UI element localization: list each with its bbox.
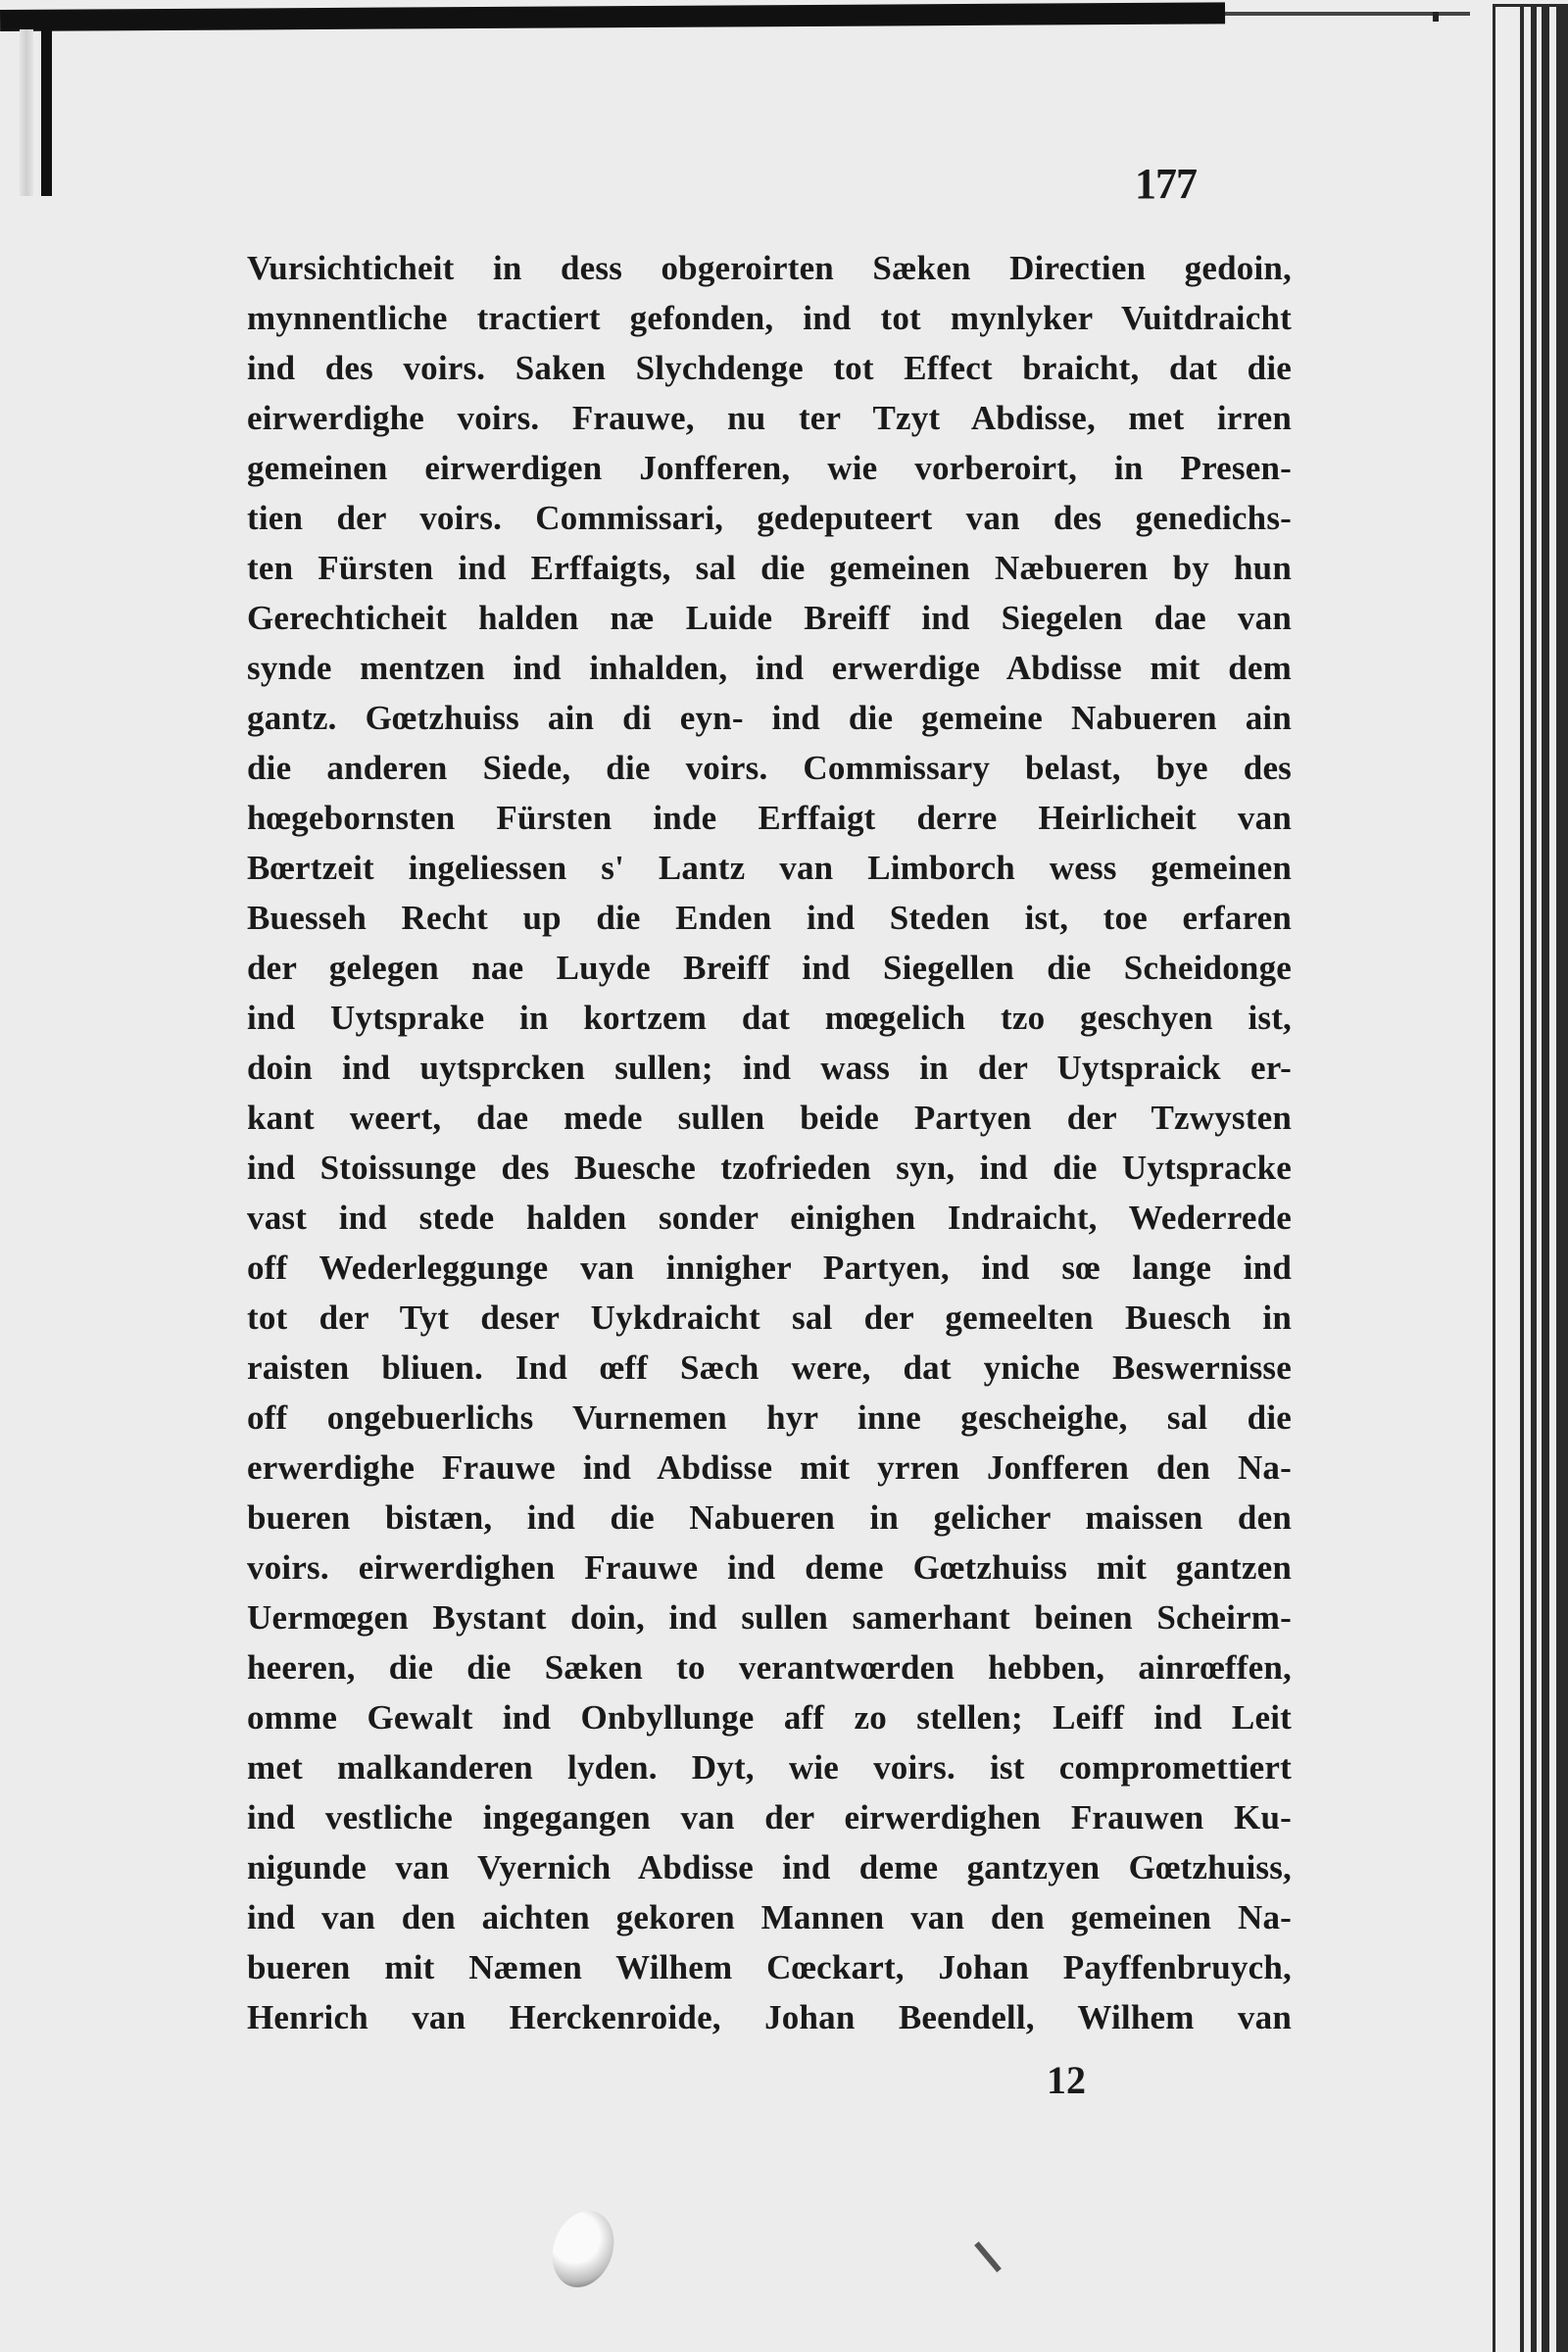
signature-mark: 12 xyxy=(1047,2058,1086,2102)
text-line: vast ind stede halden sonder einighen Indraicht, Wederrede xyxy=(247,1199,1292,1237)
text-line: bueren bistæn, ind die Nabueren in gelicher maissen den xyxy=(247,1498,1292,1537)
ink-smudge xyxy=(974,2241,1002,2272)
text-line: kant weert, dae mede sullen beide Partyen der Tzwysten xyxy=(247,1099,1292,1137)
text-line: omme Gewalt ind Onbyllunge aff zo stellen; Leiff ind Leit xyxy=(247,1698,1292,1737)
text-line: gemeinen eirwerdigen Jonfferen, wie vorberoirt, in Presen- xyxy=(247,449,1292,487)
text-line: eirwerdighe voirs. Frauwe, nu ter Tzyt Abdisse, met irren xyxy=(247,399,1292,437)
text-line: Vursichticheit in dess obgeroirten Sæken Directien gedoin, xyxy=(247,249,1292,287)
text-line: der gelegen nae Luyde Breiff ind Siegellen die Scheidonge xyxy=(247,949,1292,987)
book-edge-line xyxy=(1542,4,1549,2352)
text-line: nigunde van Vyernich Abdisse ind deme gantzyen Gœtzhuiss, xyxy=(247,1848,1292,1886)
text-line: Henrich van Herckenroide, Johan Beendell, Wilhem van xyxy=(247,1998,1292,2036)
text-line: off ongebuerlichs Vurnemen hyr inne gescheighe, sal die xyxy=(247,1398,1292,1437)
text-line: mynnentliche tractiert gefonden, ind tot mynlyker Vuitdraicht xyxy=(247,299,1292,337)
page-top-border xyxy=(0,2,1225,31)
text-line: met malkanderen lyden. Dyt, wie voirs. ist compromettiert xyxy=(247,1748,1292,1787)
text-line: ind vestliche ingegangen van der eirwerdighen Frauwen Ku- xyxy=(247,1798,1292,1837)
text-line: off Wederleggunge van innigher Partyen, ind sœ lange ind xyxy=(247,1249,1292,1287)
text-line: ten Fürsten ind Erffaigts, sal die gemeinen Næbueren by hun xyxy=(247,549,1292,587)
text-line: tien der voirs. Commissari, gedeputeert van des genedichs- xyxy=(247,499,1292,537)
text-line: voirs. eirwerdighen Frauwe ind deme Gœtzhuiss mit gantzen xyxy=(247,1548,1292,1587)
book-edge-line xyxy=(1520,4,1524,2352)
text-line: Gerechticheit halden næ Luide Breiff ind Siegelen dae van xyxy=(247,599,1292,637)
binding-shadow xyxy=(20,29,33,196)
book-edge-line xyxy=(1531,4,1537,2352)
page-number: 177 xyxy=(1135,160,1197,208)
text-line: ind van den aichten gekoren Mannen van den gemeinen Na- xyxy=(247,1898,1292,1936)
text-line: raisten bliuen. Ind œff Sæch were, dat yniche Beswernisse xyxy=(247,1348,1292,1387)
body-text xyxy=(247,243,1292,2042)
book-edge-line xyxy=(1556,4,1568,2352)
text-line: bueren mit Næmen Wilhem Cœckart, Johan Payffenbruych, xyxy=(247,1948,1292,1986)
text-line: ind Uytsprake in kortzem dat mœgelich tzo geschyen ist, xyxy=(247,999,1292,1037)
ink-mark xyxy=(1433,12,1439,22)
text-line: Buesseh Recht up die Enden ind Steden ist, toe erfaren xyxy=(247,899,1292,937)
paper-blot xyxy=(542,2202,624,2296)
text-line: synde mentzen ind inhalden, ind erwerdige Abdisse mit dem xyxy=(247,649,1292,687)
page-left-border xyxy=(41,29,52,196)
text-line: die anderen Siede, die voirs. Commissary belast, bye des xyxy=(247,749,1292,787)
text-line: erwerdighe Frauwe ind Abdisse mit yrren Jonfferen den Na- xyxy=(247,1448,1292,1487)
text-line: hœgebornsten Fürsten inde Erffaigt derre Heirlicheit van xyxy=(247,799,1292,837)
text-line: Bœrtzeit ingeliessen s' Lantz van Limborch wess gemeinen xyxy=(247,849,1292,887)
text-line: gantz. Gœtzhuiss ain di eyn- ind die gemeine Nabueren ain xyxy=(247,699,1292,737)
text-line: Uermœgen Bystant doin, ind sullen samerhant beinen Scheirm- xyxy=(247,1598,1292,1637)
text-line: ind des voirs. Saken Slychdenge tot Effect braicht, dat die xyxy=(247,349,1292,387)
text-line: tot der Tyt deser Uykdraicht sal der gemeelten Buesch in xyxy=(247,1298,1292,1337)
text-line: ind Stoissunge des Buesche tzofrieden syn, ind die Uytspracke xyxy=(247,1149,1292,1187)
text-line: heeren, die die Sæken to verantwœrden hebben, ainrœffen, xyxy=(247,1648,1292,1687)
text-line: doin ind uytsprcken sullen; ind wass in der Uytspraick er- xyxy=(247,1049,1292,1087)
